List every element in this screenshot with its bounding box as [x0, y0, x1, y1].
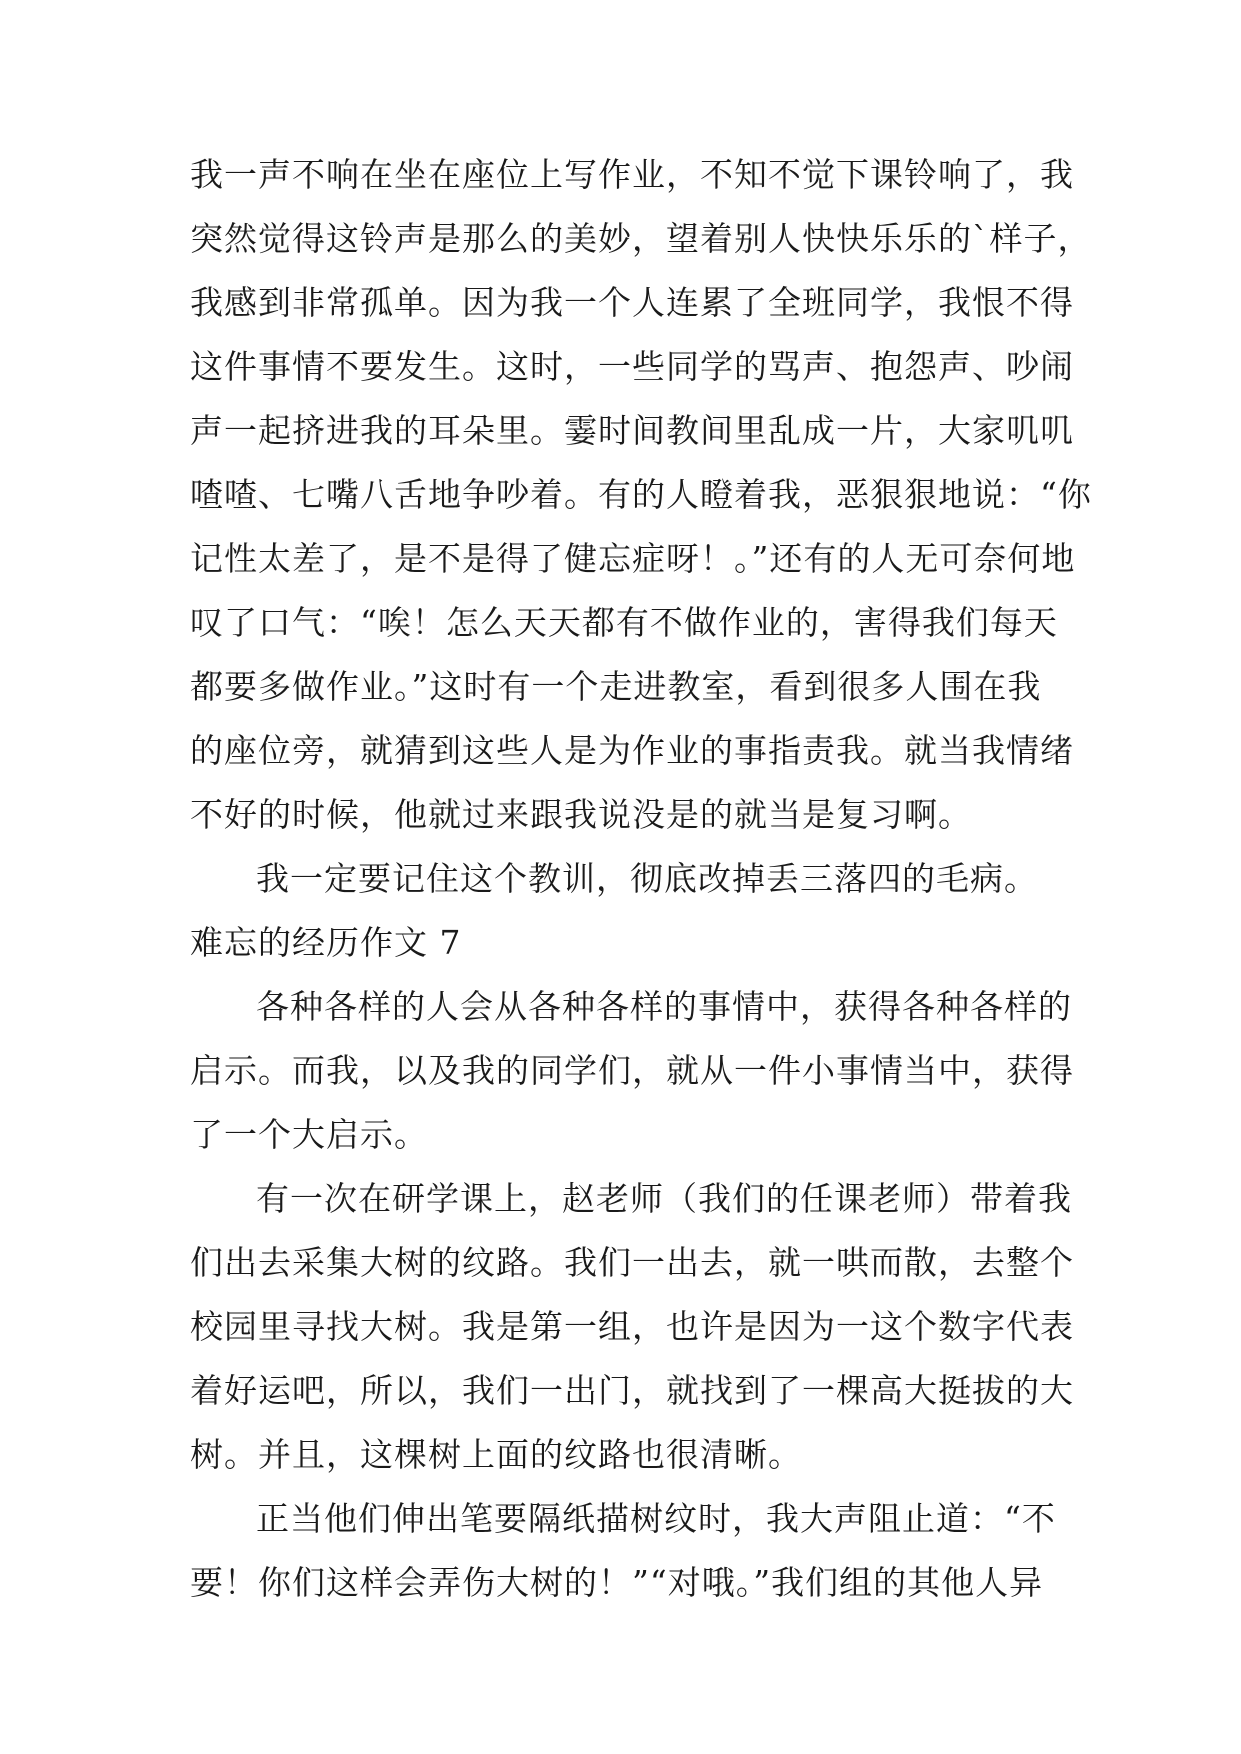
paragraph-line: 记性太差了，是不是得了健忘症呀！。”还有的人无可奈何地: [190, 539, 1076, 578]
paragraph-line: 我感到非常孤单。因为我一个人连累了全班同学，我恨不得: [190, 283, 1074, 322]
conclusion-line: 我一定要记住这个教训，彻底改掉丢三落四的毛病。: [256, 859, 1038, 898]
paragraph-line: 启示。而我，以及我的同学们，就从一件小事情当中，获得: [190, 1051, 1074, 1090]
paragraph-line: 叹了口气：“唉！怎么天天都有不做作业的，害得我们每天: [190, 603, 1058, 642]
paragraph-line: 不好的时候，他就过来跟我说没是的就当是复习啊。: [190, 795, 972, 834]
paragraph-line: 这件事情不要发生。这时，一些同学的骂声、抱怨声、吵闹: [190, 347, 1074, 386]
paragraph-line: 了一个大启示。: [190, 1115, 428, 1154]
paragraph-line: 着好运吧，所以，我们一出门，就找到了一棵高大挺拔的大: [190, 1371, 1074, 1410]
paragraph-line: 校园里寻找大树。我是第一组，也许是因为一这个数字代表: [190, 1307, 1074, 1346]
section-heading: 难忘的经历作文 7: [190, 923, 462, 962]
paragraph-line: 声一起挤进我的耳朵里。霎时间教间里乱成一片，大家叽叽: [190, 411, 1074, 450]
essay-section-2: [190, 975, 1074, 1615]
paragraph-line: 们出去采集大树的纹路。我们一出去，就一哄而散，去整个: [190, 1243, 1074, 1282]
paragraph-line: 都要多做作业。”这时有一个走进教室，看到很多人围在我: [190, 667, 1042, 706]
paragraph-line: 有一次在研学课上，赵老师（我们的任课老师）带着我: [256, 1179, 1072, 1218]
paragraph-line: 要！你们这样会弄伤大树的！”“对哦。”我们组的其他人异: [190, 1563, 1044, 1602]
paragraph-line: 喳喳、七嘴八舌地争吵着。有的人瞪着我，恶狠狠地说：“你: [190, 475, 1092, 514]
paragraph-line: 突然觉得这铃声是那么的美妙，望着别人快快乐乐的`样子，: [190, 219, 1092, 258]
paragraph-line: 的座位旁，就猜到这些人是为作业的事指责我。就当我情绪: [190, 731, 1074, 770]
paragraph-line: 正当他们伸出笔要隔纸描树纹时，我大声阻止道：“不: [256, 1499, 1056, 1538]
paragraph-line: 我一声不响在坐在座位上写作业，不知不觉下课铃响了，我: [190, 155, 1074, 194]
paragraph-line: 各种各样的人会从各种各样的事情中，获得各种各样的: [256, 987, 1072, 1026]
essay-section-1: [190, 143, 1092, 911]
paragraph-line: 树。并且，这棵树上面的纹路也很清晰。: [190, 1435, 802, 1474]
